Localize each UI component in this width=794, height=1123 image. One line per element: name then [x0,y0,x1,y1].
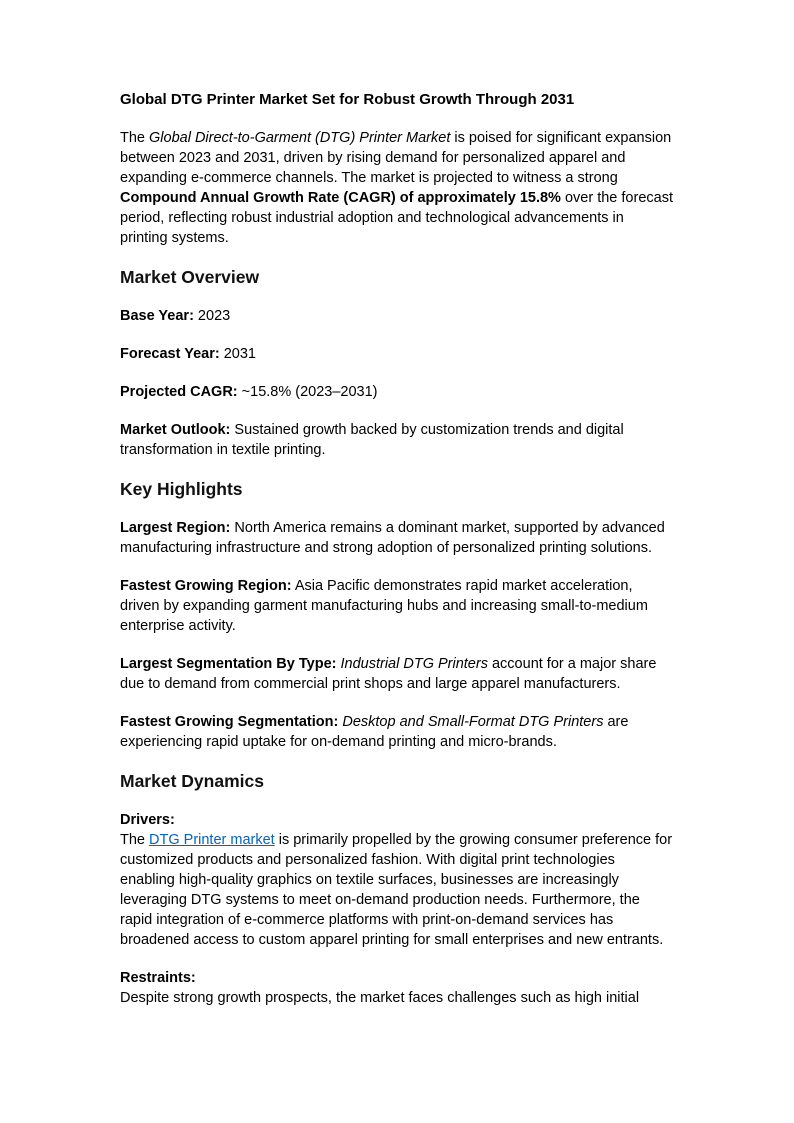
projected-cagr-label: Projected CAGR: [120,384,238,400]
drivers-paragraph [120,810,673,950]
fastest-growing-region-paragraph [120,576,673,636]
cagr-bold-run: Compound Annual Growth Rate (CAGR) of approximately 15.8% [120,190,561,206]
largest-segmentation-italic: Industrial DTG Printers [336,656,488,672]
text-run: is poised for significant expansion between 2023 and 2031, driven by rising demand for personalized apparel and expanding e-commerce channels. The market is projected to witness a strong [120,130,672,186]
restraints-label: Restraints: [120,970,196,986]
market-outlook-line [120,420,673,460]
forecast-year-label: Forecast Year: [120,346,220,362]
base-year-line [120,306,673,326]
largest-segmentation-paragraph [120,654,673,694]
base-year-value: 2023 [193,308,231,324]
projected-cagr-value: ~15.8% (2023–2031) [237,384,378,400]
drivers-label: Drivers: [120,812,175,828]
largest-region-label: Largest Region: [120,520,231,536]
dtg-printer-market-link[interactable]: DTG Printer market [149,832,275,848]
section-heading-market-overview: Market Overview [120,267,260,287]
restraints-paragraph [120,968,673,1008]
forecast-year-value: 2031 [219,346,256,362]
text-run: over the forecast period, reflecting robust industrial adoption and technological advancements in printing systems. [120,190,673,246]
largest-segmentation-value: account for a major share due to demand from commercial print shops and large apparel manufacturers. [120,656,657,692]
section-heading-market-dynamics: Market Dynamics [120,771,264,791]
fastest-growing-region-label: Fastest Growing Region: [120,578,292,594]
fastest-segmentation-italic: Desktop and Small-Format DTG Printers [338,714,604,730]
largest-region-value: North America remains a dominant market, supported by advanced manufacturing infrastructure and strong adoption of personalized printing solutions. [120,520,665,556]
market-outlook-value: Sustained growth backed by customization trends and digital transformation in textile printing. [120,422,624,458]
intro-paragraph [120,128,673,248]
fastest-segmentation-value: are experiencing rapid uptake for on-demand printing and micro-brands. [120,714,629,750]
text-run: The [120,832,150,848]
text-run: Despite strong growth prospects, the market faces challenges such as high initial [120,990,640,1006]
largest-region-paragraph [120,518,673,558]
text-run: is primarily propelled by the growing consumer preference for customized products and personalized fashion. With digital print technologies enabling high-quality graphics on textile surfaces, businesses are increasingly leveraging DTG systems to meet on-demand production needs. Furthermore, the rapid integration of e-commerce platforms with print-on-demand services has broadened access to custom apparel printing for small enterprises and new entrants. [120,832,673,948]
doc-title: Global DTG Printer Market Set for Robust Growth Through 2031 [120,91,575,108]
section-heading-key-highlights: Key Highlights [120,479,243,499]
market-name-italic: Global Direct-to-Garment (DTG) Printer Market [149,130,451,146]
market-outlook-label: Market Outlook: [120,422,231,438]
fastest-growing-region-value: Asia Pacific demonstrates rapid market acceleration, driven by expanding garment manufacturing hubs and increasing small-to-medium enterprise activity. [120,578,648,634]
fastest-segmentation-paragraph [120,712,673,752]
text-run: The [120,130,150,146]
base-year-label: Base Year: [120,308,194,324]
largest-segmentation-label: Largest Segmentation By Type: [120,656,337,672]
forecast-year-line [120,344,673,364]
fastest-segmentation-label: Fastest Growing Segmentation: [120,714,339,730]
projected-cagr-line [120,382,673,402]
